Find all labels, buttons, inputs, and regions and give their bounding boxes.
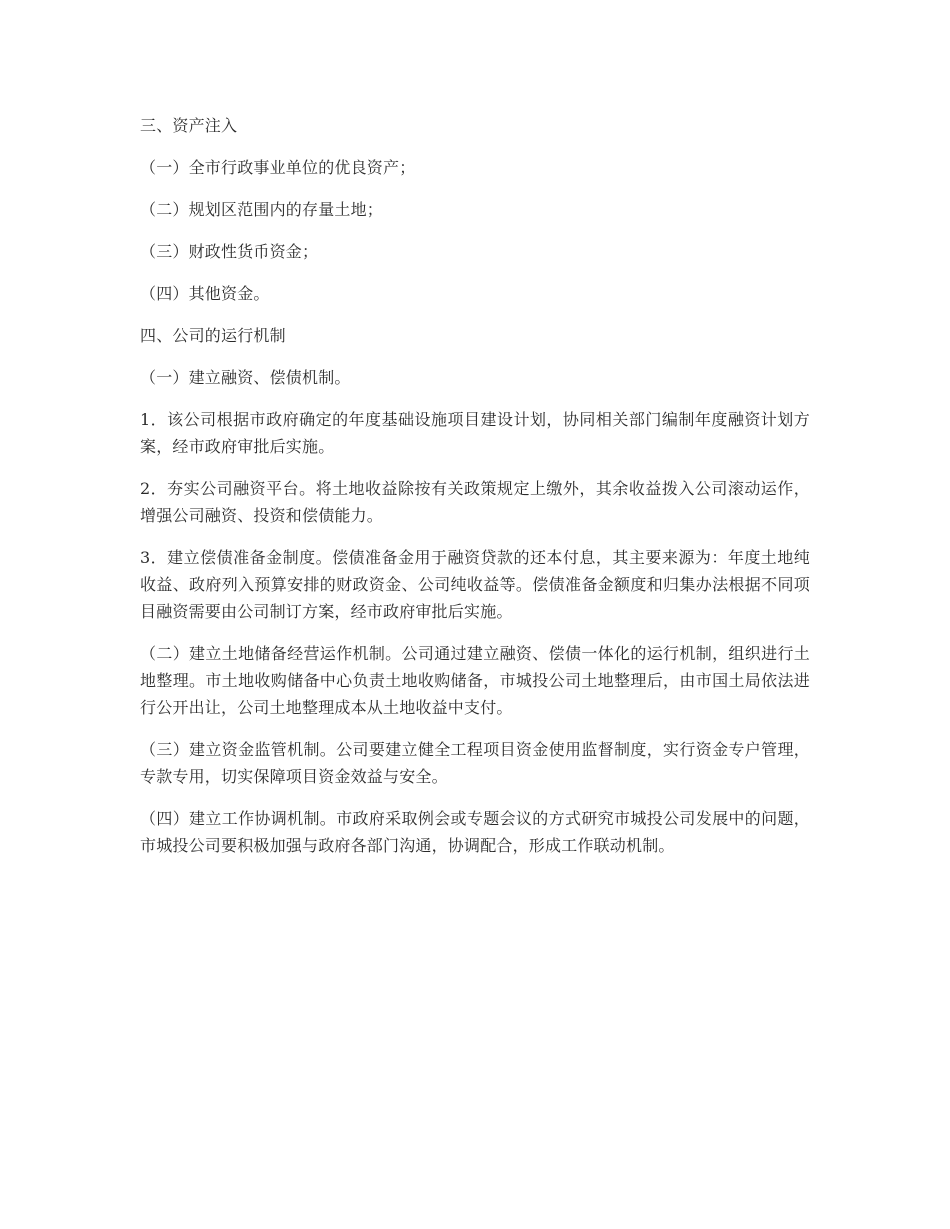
numbered-paragraph: 2．夯实公司融资平台。将土地收益除按有关政策规定上缴外，其余收益拨入公司滚动运作，增强公司融资、投资和偿债能力。 — [140, 479, 810, 525]
body-paragraph: （四）建立工作协调机制。市政府采取例会或专题会议的方式研究市城投公司发展中的问题，市城投公司要积极加强与政府各部门沟通，协调配合，形成工作联动机制。 — [140, 809, 810, 855]
body-paragraph: （三）建立资金监管机制。公司要建立健全工程项目资金使用监督制度，实行资金专户管理，专款专用，切实保障项目资金效益与安全。 — [140, 740, 810, 786]
section-heading-asset-injection: 三、资产注入 — [140, 116, 238, 135]
list-item: （三）财政性货币资金； — [140, 242, 319, 261]
section-heading-operating-mechanism: 四、公司的运行机制 — [140, 326, 286, 345]
body-paragraph: （二）建立土地储备经营运作机制。公司通过建立融资、偿债一体化的运行机制，组织进行土地整理。市土地收购储备中心负责土地收购储备，市城投公司土地整理后，由市国土局依法进行公开出让，公司土地整理成本从土地收益中支付。 — [140, 644, 810, 717]
list-item: （一）全市行政事业单位的优良资产； — [140, 158, 416, 177]
numbered-paragraph: 3．建立偿债准备金制度。偿债准备金用于融资贷款的还本付息，其主要来源为：年度土地纯收益、政府列入预算安排的财政资金、公司纯收益等。偿债准备金额度和归集办法根据不同项目融资需要由公司制订方案，经市政府审批后实施。 — [140, 548, 810, 621]
document-page — [140, 112, 810, 874]
list-item: （二）规划区范围内的存量土地； — [140, 200, 384, 219]
subsection-heading: （一）建立融资、偿债机制。 — [140, 368, 351, 387]
numbered-paragraph: 1．该公司根据市政府确定的年度基础设施项目建设计划，协同相关部门编制年度融资计划方案，经市政府审批后实施。 — [140, 410, 810, 456]
list-item: （四）其他资金。 — [140, 284, 270, 303]
